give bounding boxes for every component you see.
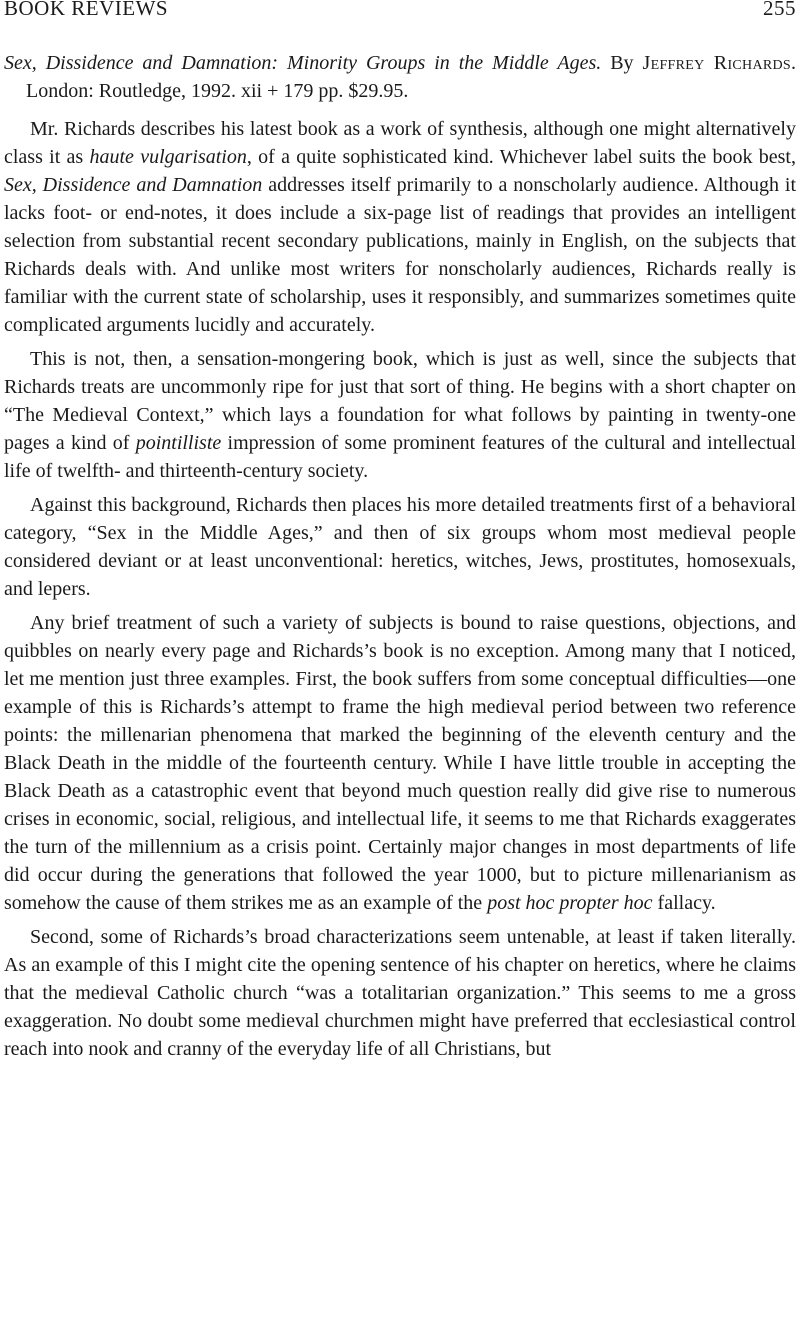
book-title: Sex, Dissidence and Damnation: Minority Groups in the Middle Ages. [4,52,602,74]
text-run: Any brief treatment of such a variety of subjects is bound to raise questions, objections, and quibbles on nearly every page and Richards’s book is no exception. Among many that I noticed, let me mention just three examples. First, the book suffers from some conceptual difficulties—one example of this is Richards’s attempt to frame the high medieval period between two reference points: the millenarian phenomena that marked the beginning of the eleventh century and the Black Death in the middle of the fourteenth century. While I have little trouble in accepting the Black Death as a catastrophic event that beyond much question really did give rise to numerous crises in economic, social, religious, and intellectual life, it seems to me that Richards exaggerates the turn of the millennium as a crisis point. Certainly major changes in most departments of life did occur during the generations that followed the year 1000, but to picture millenarianism as somehow the cause of them strikes me as an example of the [4,612,796,914]
text-run: Against this background, Richards then places his more detailed treatments first of a behavioral category, “Sex in the Middle Ages,” and then of six groups whom most medieval people considered deviant or at least unconventional: heretics, witches, Jews, prostitutes, homosexuals, and lepers. [4,494,796,600]
section-title: BOOK REVIEWS [4,0,169,20]
book-citation [4,49,796,105]
italic-phrase: pointilliste [135,432,222,454]
by-word: By [610,52,634,74]
book-author: Jeffrey Richards [642,52,791,74]
review-paragraph [4,115,796,339]
text-run: , of a quite sophisticated kind. Whichever label suits the book best, [246,146,796,168]
review-paragraph [4,345,796,485]
review-paragraph [4,609,796,917]
italic-phrase: post hoc propter hoc [487,892,653,914]
publication-details: . London: Routledge, 1992. xii + 179 pp. $29.95. [26,52,796,102]
running-head [4,0,796,23]
page-number: 255 [763,0,796,20]
review-body [4,115,796,1063]
text-run: This is not, then, a sensation-mongering book, which is just as well, since the subjects that Richards treats are uncommonly ripe for just that sort of thing. He begins with a short chapter on “The Medieval Context,” which lays a foundation for what follows by painting in twenty-one pages a kind of [4,348,796,454]
text-run: fallacy. [652,892,716,914]
text-run: Second, some of Richards’s broad characterizations seem untenable, at least if taken literally. As an example of this I might cite the opening sentence of his chapter on heretics, where he claims that the medieval Catholic church “was a totalitarian organization.” This seems to me a gross exaggeration. No doubt some medieval churchmen might have preferred that ecclesiastical control reach into nook and cranny of the everyday life of all Christians, but [4,926,796,1060]
text-run: Mr. Richards describes his latest book as a work of synthesis, although one might alternatively class it as [4,118,796,168]
review-paragraph [4,491,796,603]
text-run: impression of some prominent features of the cultural and intellectual life of twelfth- and thirteenth-century society. [4,432,796,482]
review-paragraph [4,923,796,1063]
italic-phrase: haute vulgarisation [89,146,247,168]
text-run: addresses itself primarily to a nonscholarly audience. Although it lacks foot- or end-notes, it does include a six-page list of readings that provides an intelligent selection from substantial recent secondary publications, mainly in English, on the subjects that Richards deals with. And unlike most writers for nonscholarly audiences, Richards really is familiar with the current state of scholarship, uses it responsibly, and summarizes sometimes quite complicated arguments lucidly and accurately. [4,174,796,336]
italic-phrase: Sex, Dissidence and Damnation [4,174,263,196]
